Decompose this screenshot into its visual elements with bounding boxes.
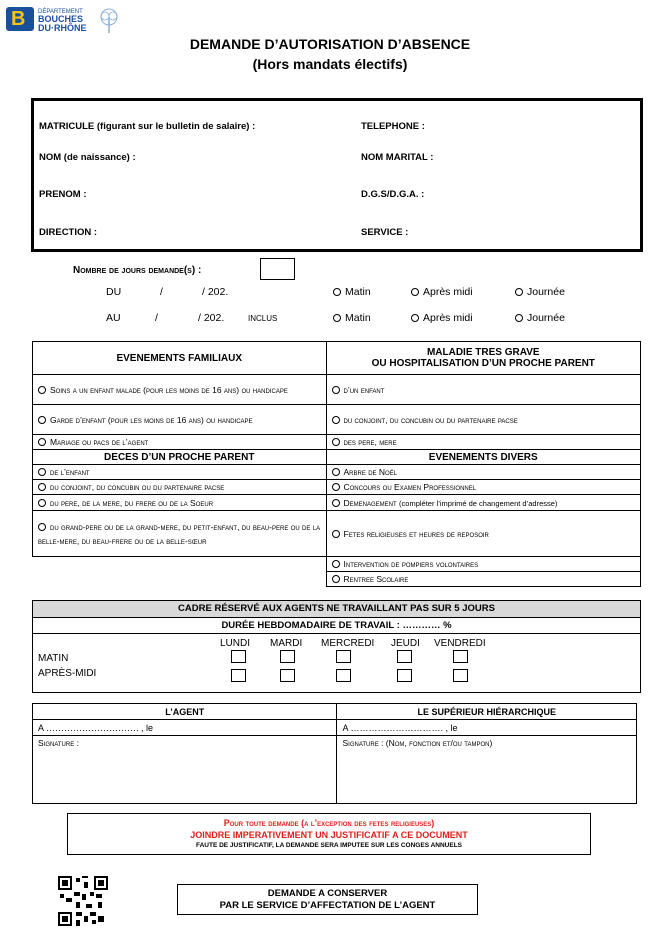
matin-label: MATIN xyxy=(38,653,69,664)
day-jeudi: JEUDI xyxy=(391,638,420,649)
conserve-line1: DEMANDE A CONSERVER xyxy=(267,888,388,899)
day-mercredi: MERCREDI xyxy=(321,638,375,649)
mardi-matin-checkbox[interactable] xyxy=(280,650,295,663)
mercredi-apres-midi-checkbox[interactable] xyxy=(336,669,351,682)
days-count-input[interactable] xyxy=(260,258,295,280)
maladie-header: MALADIE TRES GRAVE OU HOSPITALISATION D’UN PROCHE PARENT xyxy=(326,342,641,375)
divers-option-5[interactable]: Intervention de pompiers volontaires xyxy=(326,557,641,572)
conserve-box xyxy=(177,884,478,915)
demenagement-note: (compléter l’imprimé de changement d’adresse) xyxy=(399,498,558,508)
logo-line1: DÉPARTEMENT xyxy=(38,9,83,15)
jeudi-apres-midi-checkbox[interactable] xyxy=(397,669,412,682)
mardi-apres-midi-checkbox[interactable] xyxy=(280,669,295,682)
divers-option-2[interactable]: Concours ou Examen Professionnel xyxy=(326,480,641,495)
maladie-option-2[interactable]: du conjoint, du concubin ou du partenaire pacse xyxy=(326,405,641,435)
direction-field[interactable]: DIRECTION : xyxy=(39,227,98,238)
logo-mark: B xyxy=(6,7,34,31)
signatures-table xyxy=(32,703,637,804)
deces-option-2[interactable]: du conjoint, du concubin ou du partenaire pacse xyxy=(33,480,327,495)
empty-cell xyxy=(33,557,327,572)
deces-option-3[interactable]: du pere, de la mere, du frere ou de la Soeur xyxy=(33,495,327,511)
superieur-header: LE SUPÉRIEUR HIÉRARCHIQUE xyxy=(337,704,637,720)
vendredi-matin-checkbox[interactable] xyxy=(453,650,468,663)
empty-cell xyxy=(33,572,327,587)
lundi-matin-checkbox[interactable] xyxy=(231,650,246,663)
inclus-label: INCLUS xyxy=(248,314,278,323)
notice-line3: FAUTE DE JUSTIFICATIF, LA DEMANDE SERA IMPUTEE SUR LES CONGES ANNUELS xyxy=(195,842,463,849)
du-slash: / xyxy=(160,286,163,298)
vendredi-apres-midi-checkbox[interactable] xyxy=(453,669,468,682)
prenom-field[interactable]: PRENOM : xyxy=(39,189,87,200)
divers-option-3[interactable]: Demenagement (compléter l’imprimé de changement d’adresse) xyxy=(326,495,641,511)
divers-option-6[interactable]: Rentree Scolaire xyxy=(326,572,641,587)
nom-marital-field[interactable]: NOM MARITAL : xyxy=(361,152,434,163)
lundi-apres-midi-checkbox[interactable] xyxy=(231,669,246,682)
part-time-section xyxy=(32,600,641,693)
au-matin-radio[interactable]: Matin xyxy=(333,312,371,324)
agent-header: L’AGENT xyxy=(33,704,337,720)
day-lundi: LUNDI xyxy=(220,638,251,649)
notice-line1: Pour toute demande (a l’exception des fetes religieuses) xyxy=(223,818,435,828)
deces-option-4[interactable]: du grand-pere ou de la grand-mere, du petit-enfant, du beau-pere ou de la belle-mere, du beau-frere ou de la belle-sœur xyxy=(33,511,327,557)
apres-midi-label: APRÈS-MIDI xyxy=(38,668,97,679)
du-journee-radio[interactable]: Journée xyxy=(515,286,565,298)
events-table xyxy=(32,341,641,587)
page-subtitle: (Hors mandats électifs) xyxy=(252,56,408,72)
familiaux-option-1[interactable]: Soins a un enfant malade (pour les moins de 16 ans) ou handicape xyxy=(33,375,327,405)
agent-info-box xyxy=(31,98,643,252)
mercredi-matin-checkbox[interactable] xyxy=(336,650,351,663)
familiaux-option-2[interactable]: Garde d’enfant (pour les moins de 16 ans) ou handicape xyxy=(33,405,327,435)
qr-code-icon xyxy=(58,876,108,926)
day-mardi: MARDI xyxy=(270,638,303,649)
day-vendredi: VENDREDI xyxy=(434,638,486,649)
divers-option-1[interactable]: Arbre de Noël xyxy=(326,465,641,480)
matricule-field[interactable]: MATRICULE (figurant sur le bulletin de salaire) : xyxy=(39,121,256,132)
conserve-line2: PAR LE SERVICE D’AFFECTATION DE L’AGENT xyxy=(219,900,436,911)
au-slash: / xyxy=(155,312,158,324)
maladie-option-1[interactable]: d’un enfant xyxy=(326,375,641,405)
superieur-place-date[interactable]: A …………………………. , le xyxy=(337,720,637,736)
dgs-field[interactable]: D.G.S/D.G.A. : xyxy=(361,189,425,200)
weekly-duration-field[interactable]: DURÉE HEBDOMADAIRE DE TRAVAIL : ………… % xyxy=(33,618,640,634)
service-field[interactable]: SERVICE : xyxy=(361,227,409,238)
tree-icon xyxy=(98,8,120,34)
divers-header: EVENEMENTS DIVERS xyxy=(326,450,641,465)
du-apres-midi-radio[interactable]: Après midi xyxy=(411,286,473,298)
deces-header: DECES D’UN PROCHE PARENT xyxy=(33,450,327,465)
au-apres-midi-radio[interactable]: Après midi xyxy=(411,312,473,324)
divers-option-4[interactable]: Fetes religieuses et heures de reposoir xyxy=(326,511,641,557)
telephone-field[interactable]: TELEPHONE : xyxy=(361,121,425,132)
part-time-header: CADRE RÉSERVÉ AUX AGENTS NE TRAVAILLANT PAS SUR 5 JOURS xyxy=(33,601,640,618)
au-journee-radio[interactable]: Journée xyxy=(515,312,565,324)
days-label: Nombre de jours demande(s) : xyxy=(73,265,202,276)
department-logo xyxy=(6,5,118,35)
du-year[interactable]: / 202. xyxy=(202,286,229,298)
deces-option-1[interactable]: de l’enfant xyxy=(33,465,327,480)
agent-place-date[interactable]: A …………………………. , le xyxy=(33,720,337,736)
familiaux-option-3[interactable]: Mariage ou pacs de l’agent xyxy=(33,435,327,450)
au-year[interactable]: / 202. xyxy=(198,312,225,324)
au-label: AU xyxy=(106,312,121,324)
nom-field[interactable]: NOM (de naissance) : xyxy=(39,152,136,163)
jeudi-matin-checkbox[interactable] xyxy=(397,650,412,663)
superieur-signature-area[interactable]: Signature : (Nom, fonction et/ou tampon) xyxy=(337,736,637,804)
du-label: DU xyxy=(106,286,122,298)
notice-line2: JOINDRE IMPERATIVEMENT UN JUSTIFICATIF A CE DOCUMENT xyxy=(190,830,468,840)
notice-box xyxy=(67,813,591,855)
du-matin-radio[interactable]: Matin xyxy=(333,286,371,298)
logo-line2: BOUCHES DU·RHÔNE xyxy=(38,14,87,33)
familiaux-header: EVENEMENTS FAMILIAUX xyxy=(33,342,327,375)
maladie-option-3[interactable]: des pere, mere xyxy=(326,435,641,450)
agent-signature-area[interactable]: Signature : xyxy=(33,736,337,804)
page-title: DEMANDE D’AUTORISATION D’ABSENCE xyxy=(189,36,471,52)
